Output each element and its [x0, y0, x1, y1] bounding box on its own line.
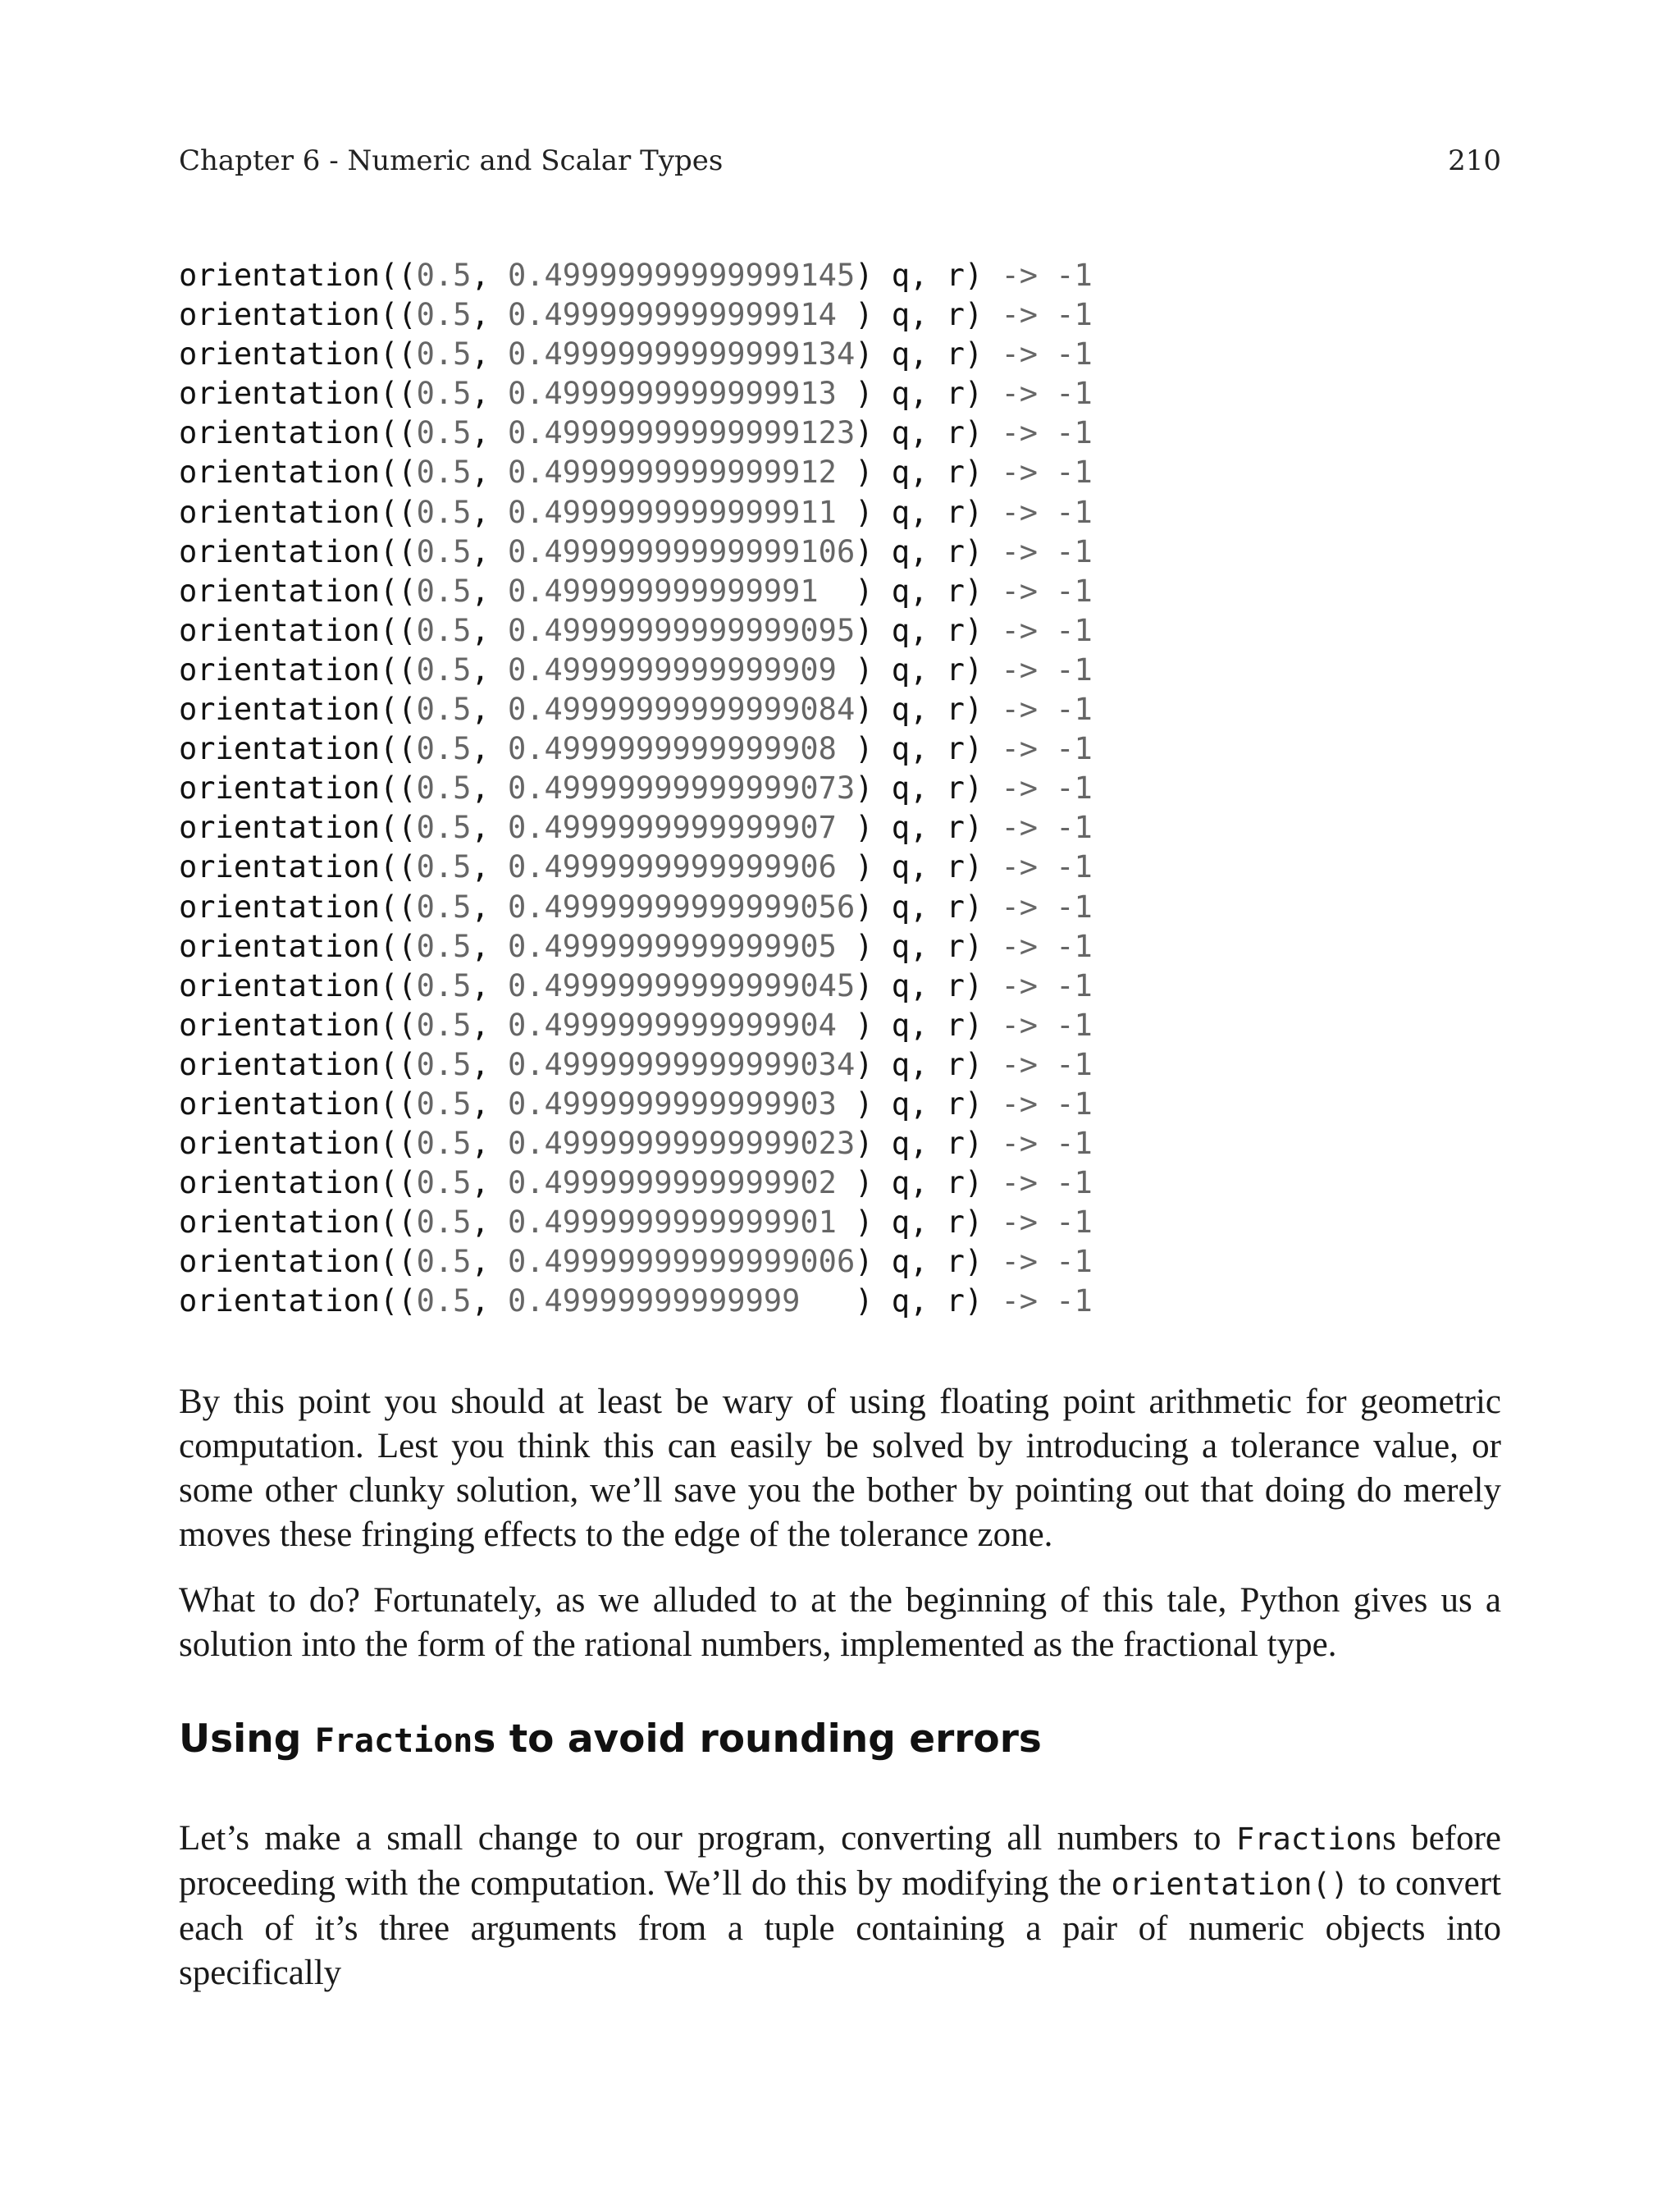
- code-token-result: -> -1: [1001, 889, 1093, 925]
- code-token-punct: ,: [471, 336, 508, 373]
- code-token-punct: ,: [471, 731, 508, 767]
- paragraph-text: s before proceeding with the computation. We’ll do this by modifying the: [179, 1819, 1502, 1903]
- code-token-number: 0.5: [416, 651, 472, 688]
- code-token-number: 0.5: [416, 770, 472, 807]
- code-token-number: 0.49999999999999023: [507, 1126, 856, 1162]
- code-token-function: orientation((: [179, 731, 417, 767]
- code-token-function: orientation((: [179, 1244, 417, 1280]
- code-token-function: orientation((: [179, 849, 417, 885]
- code-token-number: 0.5: [416, 928, 472, 964]
- code-token-number: 0.5: [416, 1046, 472, 1082]
- code-token-punct: ,: [471, 849, 508, 885]
- code-token-args: ) q, r): [855, 494, 1002, 530]
- code-token-result: -> -1: [1001, 731, 1093, 767]
- code-token-result: -> -1: [1001, 415, 1093, 451]
- code-token-number: 0.499999999999991: [507, 573, 856, 609]
- code-token-function: orientation((: [179, 612, 417, 648]
- code-token-args: ) q, r): [855, 612, 1002, 648]
- code-token-function: orientation((: [179, 415, 417, 451]
- paragraph-text: Let’s make a small change to our program, converting all numbers to: [179, 1819, 1236, 1858]
- code-line: [179, 848, 1093, 887]
- code-token-result: -> -1: [1001, 692, 1093, 728]
- code-token-number: 0.5: [416, 1165, 472, 1201]
- code-token-punct: ,: [471, 612, 508, 648]
- code-token-punct: ,: [471, 573, 508, 609]
- code-token-result: -> -1: [1001, 1046, 1093, 1082]
- code-token-args: ) q, r): [855, 731, 1002, 767]
- code-token-result: -> -1: [1001, 849, 1093, 885]
- code-token-punct: ,: [471, 1204, 508, 1241]
- code-line: [179, 256, 1093, 295]
- chapter-title: Chapter 6 - Numeric and Scalar Types: [179, 144, 724, 177]
- code-token-result: -> -1: [1001, 1165, 1093, 1201]
- code-token-result: -> -1: [1001, 770, 1093, 807]
- code-token-number: 0.49999999999999045: [507, 967, 856, 1003]
- code-token-number: 0.49999999999999034: [507, 1046, 856, 1082]
- page-header: [179, 144, 1501, 185]
- code-token-punct: ,: [471, 967, 508, 1003]
- code-line: [179, 1242, 1093, 1282]
- code-line: [179, 493, 1093, 533]
- code-token-args: ) q, r): [855, 1283, 1002, 1319]
- code-token-function: orientation((: [179, 533, 417, 569]
- code-token-result: -> -1: [1001, 1244, 1093, 1280]
- code-token-args: ) q, r): [855, 928, 1002, 964]
- code-token-punct: ,: [471, 651, 508, 688]
- code-token-punct: ,: [471, 297, 508, 333]
- code-token-number: 0.5: [416, 455, 472, 491]
- code-token-function: orientation((: [179, 928, 417, 964]
- code-token-result: -> -1: [1001, 1007, 1093, 1043]
- code-token-result: -> -1: [1001, 1204, 1093, 1241]
- code-line: [179, 651, 1093, 690]
- code-token-args: ) q, r): [855, 692, 1002, 728]
- code-line: [179, 414, 1093, 453]
- code-token-args: ) q, r): [855, 1165, 1002, 1201]
- code-line: [179, 1282, 1093, 1321]
- code-token-function: orientation((: [179, 455, 417, 491]
- code-token-punct: ,: [471, 1086, 508, 1122]
- code-token-args: ) q, r): [855, 376, 1002, 412]
- code-token-args: ) q, r): [855, 967, 1002, 1003]
- code-token-result: -> -1: [1001, 455, 1093, 491]
- code-line: [179, 572, 1093, 611]
- code-line: [179, 374, 1093, 414]
- code-line: [179, 927, 1093, 967]
- code-token-args: ) q, r): [855, 1204, 1002, 1241]
- paragraph: What to do? Fortunately, as we alluded to at the beginning of this tale, Python gives us a solution into the form of the rational numbers, implemented as the fractional type.: [179, 1581, 1501, 1664]
- code-token-function: orientation((: [179, 1126, 417, 1162]
- page-number: 210: [1448, 144, 1501, 177]
- code-token-number: 0.49999999999999145: [507, 258, 856, 293]
- code-token-result: -> -1: [1001, 573, 1093, 609]
- code-token-punct: ,: [471, 1126, 508, 1162]
- code-token-args: ) q, r): [855, 258, 1002, 293]
- code-token-number: 0.49999999999999084: [507, 692, 856, 728]
- code-token-function: orientation((: [179, 1283, 417, 1319]
- code-token-number: 0.4999999999999902: [507, 1165, 856, 1201]
- code-token-number: 0.5: [416, 1126, 472, 1162]
- code-token-number: 0.4999999999999908: [507, 731, 856, 767]
- code-token-function: orientation((: [179, 1086, 417, 1122]
- code-token-result: -> -1: [1001, 1086, 1093, 1122]
- code-token-function: orientation((: [179, 810, 417, 846]
- code-token-function: orientation((: [179, 297, 417, 333]
- code-token-args: ) q, r): [855, 297, 1002, 333]
- code-line: [179, 729, 1093, 769]
- code-line: [179, 295, 1093, 335]
- code-token-punct: ,: [471, 415, 508, 451]
- code-token-number: 0.5: [416, 494, 472, 530]
- paragraph: By this point you should at least be wary of using floating point arithmetic for geometric computation. Lest you think this can easily be solved by introducing a tolerance value, or some other clunky solution, we’ll save you the bother by pointing out that doing do merely moves these fringing effects to the edge of the tolerance zone.: [179, 1383, 1501, 1554]
- code-token-result: -> -1: [1001, 376, 1093, 412]
- code-token-args: ) q, r): [855, 1046, 1002, 1082]
- code-token-function: orientation((: [179, 494, 417, 530]
- code-line: [179, 888, 1093, 927]
- code-token-punct: ,: [471, 258, 508, 293]
- heading-code: Fraction: [314, 1722, 473, 1760]
- code-token-result: -> -1: [1001, 928, 1093, 964]
- code-token-result: -> -1: [1001, 494, 1093, 530]
- code-token-number: 0.4999999999999903: [507, 1086, 856, 1122]
- code-line: [179, 967, 1093, 1006]
- code-token-result: -> -1: [1001, 651, 1093, 688]
- code-token-punct: ,: [471, 1244, 508, 1280]
- code-line: [179, 1085, 1093, 1124]
- code-token-result: -> -1: [1001, 533, 1093, 569]
- code-token-punct: ,: [471, 1165, 508, 1201]
- inline-code: orientation(): [1111, 1867, 1349, 1902]
- code-token-number: 0.4999999999999905: [507, 928, 856, 964]
- code-token-function: orientation((: [179, 573, 417, 609]
- code-token-args: ) q, r): [855, 849, 1002, 885]
- code-token-args: ) q, r): [855, 1126, 1002, 1162]
- code-token-function: orientation((: [179, 889, 417, 925]
- code-token-function: orientation((: [179, 258, 417, 293]
- code-token-result: -> -1: [1001, 612, 1093, 648]
- code-token-args: ) q, r): [855, 455, 1002, 491]
- code-token-number: 0.5: [416, 1204, 472, 1241]
- code-token-function: orientation((: [179, 692, 417, 728]
- code-token-number: 0.5: [416, 1007, 472, 1043]
- code-token-number: 0.49999999999999106: [507, 533, 856, 569]
- code-line: [179, 1163, 1093, 1203]
- code-token-number: 0.5: [416, 258, 472, 293]
- code-line: [179, 611, 1093, 651]
- heading-text: s to avoid rounding errors: [472, 1716, 1042, 1762]
- code-token-function: orientation((: [179, 1007, 417, 1043]
- code-token-function: orientation((: [179, 1204, 417, 1241]
- paragraph: [179, 1817, 1501, 1995]
- code-token-number: 0.5: [416, 849, 472, 885]
- code-line: [179, 1006, 1093, 1045]
- code-token-punct: ,: [471, 455, 508, 491]
- code-token-number: 0.4999999999999913: [507, 376, 856, 412]
- code-token-result: -> -1: [1001, 1283, 1093, 1319]
- heading-text: Using: [179, 1716, 315, 1762]
- code-token-number: 0.4999999999999914: [507, 297, 856, 333]
- code-token-number: 0.4999999999999901: [507, 1204, 856, 1241]
- code-token-function: orientation((: [179, 1165, 417, 1201]
- code-token-args: ) q, r): [855, 336, 1002, 373]
- code-token-punct: ,: [471, 889, 508, 925]
- code-token-args: ) q, r): [855, 810, 1002, 846]
- code-token-number: 0.4999999999999907: [507, 810, 856, 846]
- code-token-result: -> -1: [1001, 810, 1093, 846]
- code-token-function: orientation((: [179, 376, 417, 412]
- code-token-args: ) q, r): [855, 651, 1002, 688]
- code-token-number: 0.4999999999999909: [507, 651, 856, 688]
- code-token-number: 0.49999999999999073: [507, 770, 856, 807]
- code-line: [179, 335, 1093, 374]
- code-token-function: orientation((: [179, 336, 417, 373]
- code-token-number: 0.5: [416, 1283, 472, 1319]
- code-line: [179, 453, 1093, 492]
- code-token-function: orientation((: [179, 967, 417, 1003]
- code-token-function: orientation((: [179, 651, 417, 688]
- code-token-number: 0.5: [416, 336, 472, 373]
- code-line: [179, 1124, 1093, 1163]
- code-token-result: -> -1: [1001, 336, 1093, 373]
- code-token-function: orientation((: [179, 1046, 417, 1082]
- code-token-number: 0.5: [416, 810, 472, 846]
- code-token-number: 0.4999999999999912: [507, 455, 856, 491]
- code-token-number: 0.49999999999999: [507, 1283, 856, 1319]
- code-token-result: -> -1: [1001, 297, 1093, 333]
- inline-code: Fraction: [1235, 1822, 1383, 1857]
- code-line: [179, 769, 1093, 808]
- code-line: [179, 1203, 1093, 1242]
- code-token-punct: ,: [471, 810, 508, 846]
- code-token-punct: ,: [471, 928, 508, 964]
- section-heading: [179, 1716, 1042, 1762]
- code-token-args: ) q, r): [855, 770, 1002, 807]
- code-token-args: ) q, r): [855, 415, 1002, 451]
- code-token-args: ) q, r): [855, 1007, 1002, 1043]
- code-token-result: -> -1: [1001, 967, 1093, 1003]
- code-token-number: 0.5: [416, 967, 472, 1003]
- code-token-punct: ,: [471, 376, 508, 412]
- code-token-punct: ,: [471, 692, 508, 728]
- code-token-args: ) q, r): [855, 1086, 1002, 1122]
- code-token-number: 0.4999999999999906: [507, 849, 856, 885]
- code-line: [179, 533, 1093, 572]
- code-line: [179, 1045, 1093, 1085]
- code-token-args: ) q, r): [855, 1244, 1002, 1280]
- code-token-args: ) q, r): [855, 533, 1002, 569]
- code-token-number: 0.5: [416, 612, 472, 648]
- code-token-args: ) q, r): [855, 889, 1002, 925]
- code-token-number: 0.5: [416, 297, 472, 333]
- code-token-number: 0.49999999999999134: [507, 336, 856, 373]
- code-token-punct: ,: [471, 770, 508, 807]
- code-token-number: 0.5: [416, 376, 472, 412]
- code-token-number: 0.5: [416, 415, 472, 451]
- code-token-number: 0.5: [416, 573, 472, 609]
- code-token-number: 0.49999999999999095: [507, 612, 856, 648]
- code-token-punct: ,: [471, 1046, 508, 1082]
- code-token-number: 0.5: [416, 1244, 472, 1280]
- code-token-result: -> -1: [1001, 1126, 1093, 1162]
- code-line: [179, 690, 1093, 729]
- code-token-number: 0.5: [416, 731, 472, 767]
- code-token-punct: ,: [471, 1283, 508, 1319]
- code-token-number: 0.5: [416, 692, 472, 728]
- paragraph-text: to convert each of it’s three arguments from a tuple containing a pair of numeric objects into specifically: [179, 1864, 1501, 1992]
- code-token-punct: ,: [471, 494, 508, 530]
- code-token-result: -> -1: [1001, 258, 1093, 293]
- code-token-punct: ,: [471, 1007, 508, 1043]
- code-token-number: 0.5: [416, 533, 472, 569]
- code-token-number: 0.5: [416, 889, 472, 925]
- code-token-function: orientation((: [179, 770, 417, 807]
- code-line: [179, 808, 1093, 848]
- code-token-number: 0.49999999999999123: [507, 415, 856, 451]
- code-token-number: 0.4999999999999904: [507, 1007, 856, 1043]
- code-token-punct: ,: [471, 533, 508, 569]
- code-token-number: 0.49999999999999006: [507, 1244, 856, 1280]
- code-token-number: 0.4999999999999911: [507, 494, 856, 530]
- code-token-number: 0.5: [416, 1086, 472, 1122]
- code-token-number: 0.49999999999999056: [507, 889, 856, 925]
- code-token-args: ) q, r): [855, 573, 1002, 609]
- code-block: [179, 256, 1093, 1322]
